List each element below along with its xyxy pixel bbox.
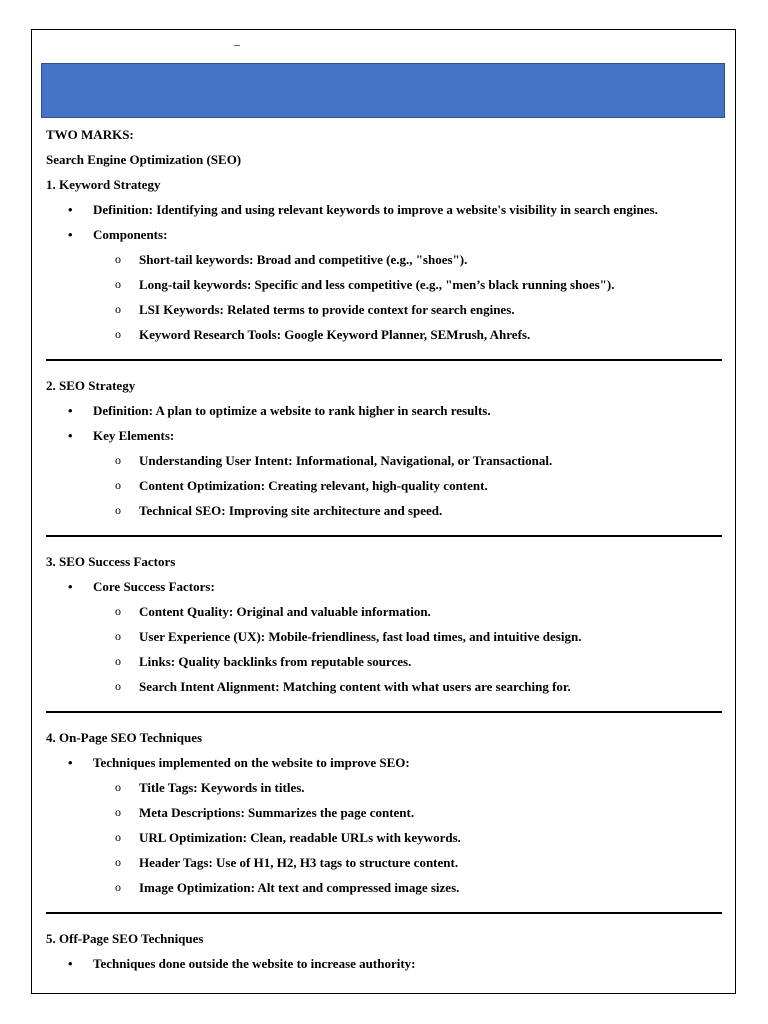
section-divider [46, 711, 722, 713]
bullet-text: Techniques implemented on the website to improve SEO: [93, 755, 410, 770]
sub-bullet-item [46, 297, 722, 322]
sub-bullet-text: Title Tags: Keywords in titles. [139, 780, 305, 795]
sub-bullet-text: Search Intent Alignment: Matching content with what users are searching for. [139, 679, 571, 694]
bullet-text: Techniques done outside the website to increase authority: [93, 956, 416, 971]
sub-bullet-item [46, 875, 722, 900]
circle-bullet-icon: o [115, 679, 121, 693]
circle-bullet-icon: o [115, 805, 121, 819]
bullet-text: Core Success Factors: [93, 579, 215, 594]
subject-title: Search Engine Optimization (SEO) [46, 152, 242, 167]
section-title: 4. On-Page SEO Techniques [46, 730, 203, 745]
sub-bullet-text: LSI Keywords: Related terms to provide context for search engines. [139, 302, 515, 317]
sub-bullet-text: URL Optimization: Clean, readable URLs with keywords. [139, 830, 461, 845]
sub-bullet-text: Header Tags: Use of H1, H2, H3 tags to structure content. [139, 855, 459, 870]
section-title: 5. Off-Page SEO Techniques [46, 931, 204, 946]
sub-bullet-text: Technical SEO: Improving site architecture and speed. [139, 503, 443, 518]
sub-bullet-item [46, 800, 722, 825]
sub-bullet-item [46, 322, 722, 347]
bullet-icon: • [68, 755, 73, 770]
sub-bullet-item [46, 473, 722, 498]
bullet-icon: • [68, 956, 73, 971]
title-banner [41, 63, 725, 118]
sub-bullet-text: Understanding User Intent: Informational, Navigational, or Transactional. [139, 453, 553, 468]
sub-bullet-item [46, 448, 722, 473]
sub-bullet-item [46, 498, 722, 523]
bullet-icon: • [68, 403, 73, 418]
sub-bullet-text: Links: Quality backlinks from reputable sources. [139, 654, 412, 669]
sub-bullet-item [46, 674, 722, 699]
bullet-item [46, 951, 722, 976]
circle-bullet-icon: o [115, 453, 121, 467]
document-body [46, 122, 722, 976]
circle-bullet-icon: o [115, 277, 121, 291]
sub-bullet-item [46, 825, 722, 850]
sub-bullet-text: Meta Descriptions: Summarizes the page content. [139, 805, 415, 820]
sub-bullet-text: Short-tail keywords: Broad and competitive (e.g., "shoes"). [139, 252, 468, 267]
sub-bullet-item [46, 850, 722, 875]
sub-bullet-text: User Experience (UX): Mobile-friendliness, fast load times, and intuitive design. [139, 629, 582, 644]
section-title: 3. SEO Success Factors [46, 554, 176, 569]
sub-bullet-text: Long-tail keywords: Specific and less competitive (e.g., "men’s black running shoes"). [139, 277, 615, 292]
circle-bullet-icon: o [115, 654, 121, 668]
bullet-icon: • [68, 227, 73, 242]
bullet-text: Key Elements: [93, 428, 175, 443]
sub-bullet-text: Content Quality: Original and valuable information. [139, 604, 431, 619]
circle-bullet-icon: o [115, 478, 121, 492]
section-divider [46, 535, 722, 537]
section-title: 2. SEO Strategy [46, 378, 136, 393]
circle-bullet-icon: o [115, 327, 121, 341]
bullet-text: Definition: A plan to optimize a website to rank higher in search results. [93, 403, 491, 418]
circle-bullet-icon: o [115, 302, 121, 316]
section-divider [46, 912, 722, 914]
bullet-item [46, 222, 722, 247]
circle-bullet-icon: o [115, 629, 121, 643]
circle-bullet-icon: o [115, 855, 121, 869]
bullet-item [46, 398, 722, 423]
sub-bullet-text: Image Optimization: Alt text and compressed image sizes. [139, 880, 460, 895]
circle-bullet-icon: o [115, 880, 121, 894]
circle-bullet-icon: o [115, 780, 121, 794]
circle-bullet-icon: o [115, 604, 121, 618]
header-dash: – [234, 37, 240, 51]
circle-bullet-icon: o [115, 830, 121, 844]
bullet-icon: • [68, 202, 73, 217]
sub-bullet-text: Content Optimization: Creating relevant, high-quality content. [139, 478, 488, 493]
sub-bullet-text: Keyword Research Tools: Google Keyword Planner, SEMrush, Ahrefs. [139, 327, 531, 342]
section-title: 1. Keyword Strategy [46, 177, 161, 192]
sub-bullet-item [46, 247, 722, 272]
bullet-text: Components: [93, 227, 168, 242]
bullet-icon: • [68, 579, 73, 594]
sub-bullet-item [46, 624, 722, 649]
bullet-item [46, 197, 722, 222]
sub-bullet-item [46, 599, 722, 624]
bullet-item [46, 423, 722, 448]
sub-bullet-item [46, 272, 722, 297]
circle-bullet-icon: o [115, 503, 121, 517]
heading-two-marks: TWO MARKS: [46, 127, 134, 142]
sub-bullet-item [46, 649, 722, 674]
bullet-item [46, 574, 722, 599]
bullet-item [46, 750, 722, 775]
bullet-icon: • [68, 428, 73, 443]
circle-bullet-icon: o [115, 252, 121, 266]
bullet-text: Definition: Identifying and using relevant keywords to improve a website's visibility in search engines. [93, 202, 658, 217]
section-divider [46, 359, 722, 361]
sub-bullet-item [46, 775, 722, 800]
